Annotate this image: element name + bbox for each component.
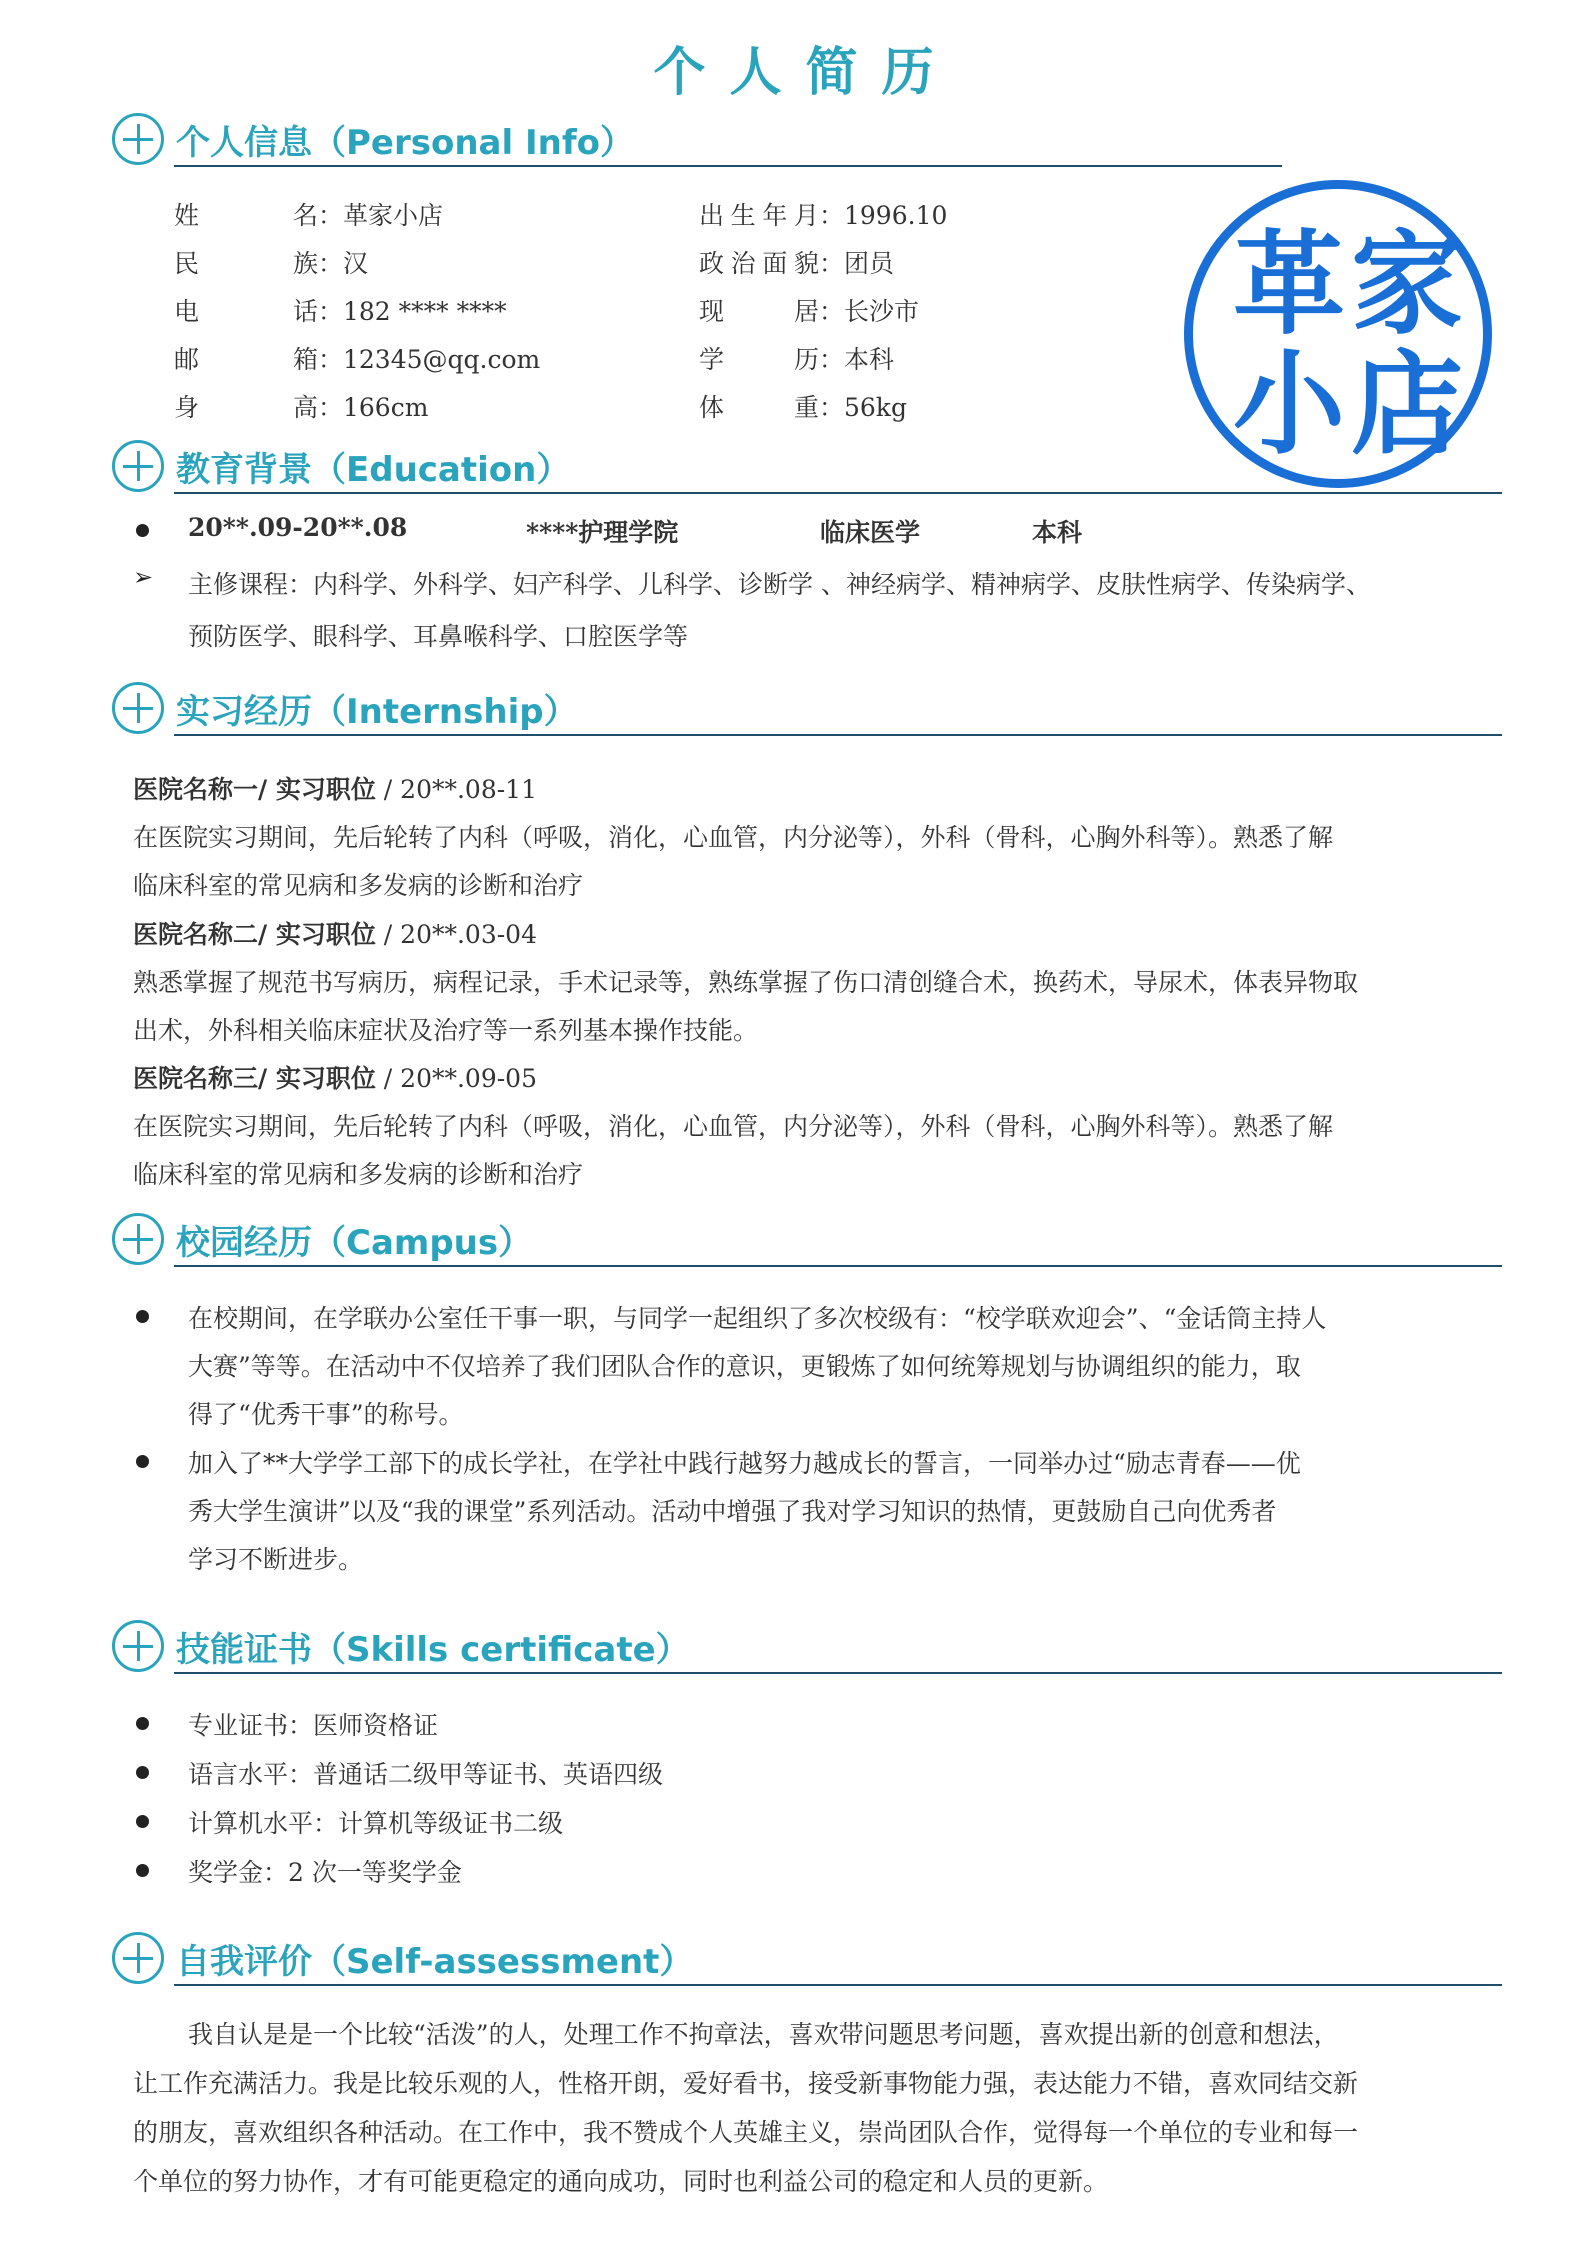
- skill-item: 专业证书：医师资格证: [188, 1711, 439, 1740]
- skill-item: 奖学金：2 次一等奖学金: [188, 1858, 462, 1887]
- section-divider: [174, 734, 1502, 736]
- campus-1-line2: 大赛”等等。在活动中不仅培养了我们团队合作的意识，更锻炼了如何统筹规划与协调组织的能力，取: [188, 1352, 1301, 1381]
- plus-circle-icon: [112, 1620, 164, 1672]
- info-birth: 出生年月：1996.10: [699, 201, 948, 230]
- internship-2-line1: 熟悉掌握了规范书写病历，病程记录，手术记录等，熟练掌握了伤口清创缝合术，换药术，导尿术，体表异物取: [133, 968, 1359, 997]
- self-line1: 我自认是是一个比较“活泼”的人，处理工作不拘章法，喜欢带问题思考问题，喜欢提出新的创意和想法，: [188, 2020, 1339, 2049]
- plus-circle-icon: [112, 682, 164, 734]
- section-title: 个人信息（Personal Info）: [176, 123, 634, 163]
- info-weight: 体重：56kg: [699, 393, 907, 422]
- plus-circle-icon: [112, 1932, 164, 1984]
- internship-3-line1: 在医院实习期间，先后轮转了内科（呼吸，消化，心血管，内分泌等），外科（骨科，心胸外科等）。熟悉了解: [133, 1112, 1334, 1141]
- skill-item: 语言水平：普通话二级甲等证书、英语四级: [188, 1760, 664, 1789]
- edu-school: ****护理学院: [526, 518, 679, 547]
- internship-3-heading: 医院名称三/ 实习职位 / 20**.09-05: [133, 1064, 537, 1093]
- plus-circle-icon: [112, 1213, 164, 1265]
- page-title: 个人简历: [653, 43, 958, 103]
- section-divider: [174, 492, 1502, 494]
- section-divider: [174, 1672, 1502, 1674]
- section-title: 自我评价（Self-assessment）: [176, 1942, 694, 1982]
- bullet-dot: [136, 1864, 149, 1877]
- section-divider: [174, 165, 1282, 167]
- section-divider: [174, 1265, 1502, 1267]
- section-title: 教育背景（Education）: [176, 450, 571, 490]
- edu-major: 临床医学: [820, 518, 921, 547]
- self-line2: 让工作充满活力。我是比较乐观的人，性格开朗，爱好看书，接受新事物能力强，表达能力不错，喜欢同结交新: [133, 2069, 1359, 2098]
- campus-2-line2: 秀大学生演讲”以及“我的课堂”系列活动。活动中增强了我对学习知识的热情，更鼓励自己向优秀者: [188, 1497, 1277, 1526]
- internship-1-line1: 在医院实习期间，先后轮转了内科（呼吸，消化，心血管，内分泌等），外科（骨科，心胸外科等）。熟悉了解: [133, 823, 1334, 852]
- info-height: 身高：166cm: [174, 393, 429, 422]
- plus-circle-icon: [112, 113, 164, 165]
- arrow-bullet-icon: ➢: [133, 563, 154, 591]
- info-ethnicity: 民族：汉: [174, 249, 369, 278]
- stamp-char: 家: [1351, 220, 1463, 350]
- self-line3: 的朋友，喜欢组织各种活动。在工作中，我不赞成个人英雄主义，崇尚团队合作，觉得每一个单位的专业和每一: [133, 2118, 1359, 2147]
- section-title: 技能证书（Skills certificate）: [176, 1630, 690, 1670]
- bullet-dot: [136, 524, 149, 537]
- info-name: 姓名：革家小店: [174, 201, 444, 230]
- internship-3-line2: 临床科室的常见病和多发病的诊断和治疗: [133, 1160, 584, 1189]
- bullet-dot: [136, 1310, 149, 1323]
- section-divider: [174, 1984, 1502, 1986]
- internship-2-heading: 医院名称二/ 实习职位 / 20**.03-04: [133, 920, 537, 949]
- section-internship-header: [112, 682, 1502, 740]
- bullet-dot: [136, 1815, 149, 1828]
- campus-1-line1: 在校期间，在学联办公室任干事一职，与同学一起组织了多次校级有：“校学联欢迎会”、“金话筒主持人: [188, 1304, 1327, 1333]
- internship-2-line2: 出术，外科相关临床症状及治疗等一系列基本操作技能。: [133, 1016, 759, 1045]
- section-self-header: [112, 1932, 1502, 1990]
- section-title: 校园经历（Campus）: [176, 1223, 533, 1263]
- plus-circle-icon: [112, 440, 164, 492]
- section-personal-header: [112, 113, 1282, 171]
- bullet-dot: [136, 1717, 149, 1730]
- info-degree: 学历：本科: [699, 345, 895, 374]
- info-email: 邮箱：12345@qq.com: [174, 345, 541, 374]
- edu-courses-line1: 主修课程：内科学、外科学、妇产科学、儿科学、诊断学 、神经病学、精神病学、皮肤性病学、传染病学、: [188, 570, 1371, 599]
- info-politics: 政治面貌：团员: [699, 249, 895, 278]
- section-education-header: [112, 440, 1502, 498]
- stamp-char: 小: [1233, 340, 1345, 470]
- section-campus-header: [112, 1213, 1502, 1271]
- stamp-char: 店: [1351, 340, 1463, 470]
- self-line4: 个单位的努力协作，才有可能更稳定的通向成功，同时也利益公司的稳定和人员的更新。: [133, 2167, 1109, 2196]
- section-skills-header: [112, 1620, 1502, 1678]
- edu-degree: 本科: [1032, 518, 1083, 547]
- bullet-dot: [136, 1455, 149, 1468]
- campus-1-line3: 得了“优秀干事”的称号。: [188, 1400, 464, 1429]
- internship-1-line2: 临床科室的常见病和多发病的诊断和治疗: [133, 871, 584, 900]
- campus-2-line3: 学习不断进步。: [188, 1545, 364, 1574]
- info-phone: 电话：182 **** ****: [174, 297, 507, 326]
- edu-period: 20**.09-20**.08: [188, 513, 408, 542]
- info-residence: 现居：长沙市: [699, 297, 920, 326]
- section-title: 实习经历（Internship）: [176, 692, 578, 732]
- stamp-char: 革: [1233, 220, 1345, 350]
- edu-courses-line2: 预防医学、眼科学、耳鼻喉科学、口腔医学等: [188, 622, 689, 651]
- skill-item: 计算机水平：计算机等级证书二级: [188, 1809, 564, 1838]
- bullet-dot: [136, 1766, 149, 1779]
- campus-2-line1: 加入了**大学学工部下的成长学社，在学社中践行越努力越成长的誓言，一同举办过“励志青春——优: [188, 1449, 1301, 1478]
- internship-1-heading: 医院名称一/ 实习职位 / 20**.08-11: [133, 775, 537, 804]
